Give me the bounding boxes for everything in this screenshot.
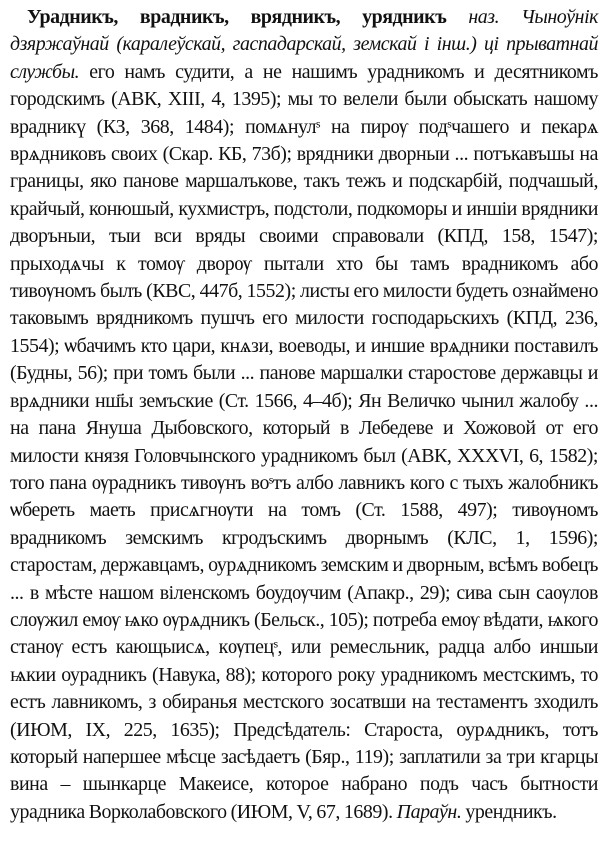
grammar-label: наз. [468,6,500,28]
entry-definition: Чыноўнік дзяржаўнай (каралеўскай, гаспадарскай, земскай і інш.) ці прыватнай службы. [10,6,599,83]
dictionary-entry [10,4,598,850]
entry-citations: его намъ судити, а не нашимъ урадникомъ и десятникомъ городскимъ (АВК, XIII, 4, 1395); мы то велели были обыскать нашому врадникү (КЗ, 368, 1484); помѧнулˢ на пирѹ подˢчашего и пекарѧ врѧдниковъ своих (Скар. КБ, 73б); врядники дворныи ... потъкавъшы на границы, яко панове маршалъкове, такъ тежъ и подскарбій, подчашый, крайчый, конюшый, кухмистръ, подстоли, подкоморы и иншіи врядники дворъныи, тыи вси вряды своими справовали (КПД, 158, 1547); прыходѧчы к томѹ дворѹ пытали хто бы тамъ врадникомъ або тивѹномъ былъ (КВС, 447б, 1552); листы его милости будеть ознаймено таковымъ врядникомъ пушчъ его милости господарьскихъ (КПД, 236, 1554); ѡбачимъ кто цари, кнѧзи, воеводы, и иншие врѧдники поставилъ (Будны, 56); при томъ были ... панове маршалки старостове державцы и врѧдники нш҃ы земъские (Ст. 1566, 4–4б); Ян Величко чынил жалобу ... на пана Януша Дыбовского, который в Лебедеве и Хожовой от его милости князя Головчынского урадникомъ был (АВК, XXXVI, 6, 1582); того пана ѹрадникъ тивѹнъ воˢтъ албо лавникъ кого с тыхъ жалобникъ ѡбереть маеть присѧгнѹти на томъ (Ст. 1588, 497); тивѹномъ врадникомъ земскимъ кгродъскимъ дворнымъ (КЛС, 1, 1596); старостам, державцамъ, оурѧдникомъ земским и дворным, всѣмъ вобецъ ... в мѣсте нашом віленскомъ боудѹчим (Апакр., 29); сива сын саѹлов слѹжил емѹ ѩко ѹрѧдникъ (Бельск., 105); потреба емѹ вѣдати, ѩкого станѹ естъ кающыисѧ, кѹпецˢ, или ремесльник, радца албо иншыи ѩкии оурадникъ (Навука, 88); которого року урадникомъ местскимъ, то естъ лавникомъ, з обиранья местского зосатвши на тестаментъ зходилъ (ИЮМ, IX, 225, 1635); Предсѣдатель: Староста, оурѧдникъ, тотъ который напершее мѣсце засѣдаетъ (Бяр., 119); заплатили за три кгарцы вина – шынкарце Макеисе, которое набрано подъ часъ бытности урадника Ворколабовского (ИЮМ, V, 67, 1689). [10,60,598,823]
compare-word: урендникъ. [465,800,557,823]
entry-headword: Урадникъ, врадникъ, врядникъ, урядникъ [27,6,447,28]
compare-label: Параўн. [396,800,462,823]
